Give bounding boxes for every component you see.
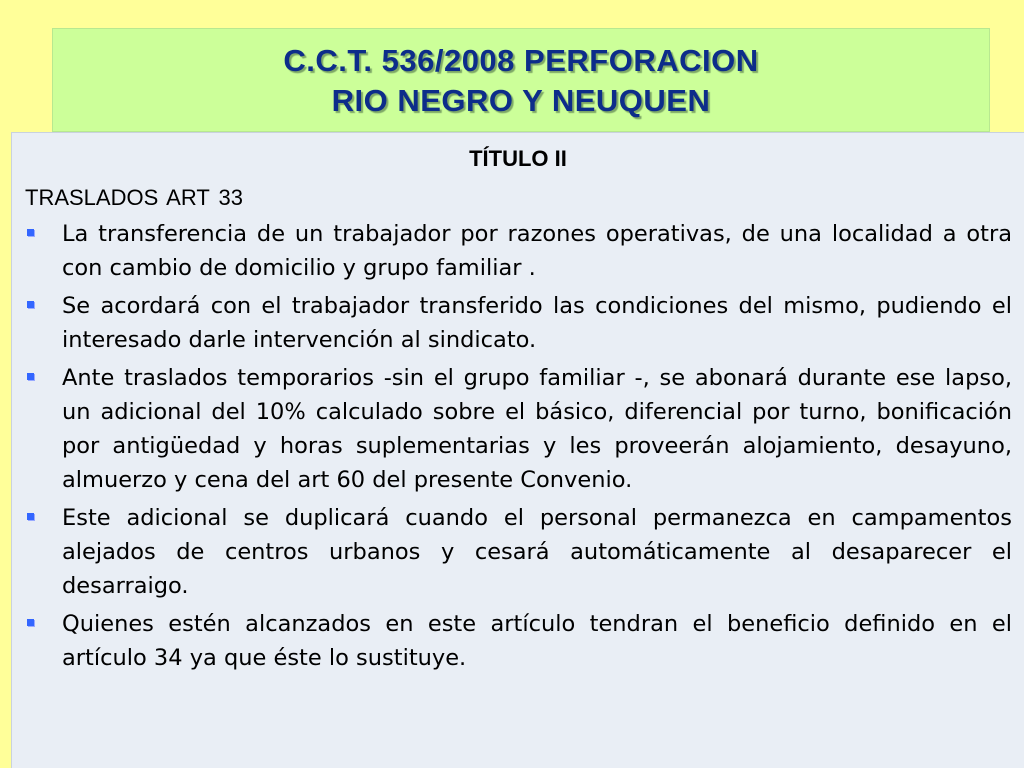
article-item-list: [12, 217, 1024, 675]
square-bullet-icon: [27, 373, 34, 380]
square-bullet-icon: [27, 301, 34, 308]
section-title: TÍTULO II: [469, 146, 567, 171]
article-heading: TRASLADOS ART 33: [25, 185, 243, 210]
list-item: [12, 361, 1024, 497]
list-item-text: Quienes estén alcanzados en este artículo tendran el beneficio definido en el artículo 34 ya que éste lo sustituye.: [62, 611, 1012, 671]
list-item: [12, 217, 1024, 285]
square-bullet-icon: [27, 513, 34, 520]
list-item-text: Este adicional se duplicará cuando el personal permanezca en campamentos alejados de centros urbanos y cesará automáticamente al desaparecer el desarraigo.: [62, 505, 1012, 599]
title-banner: [52, 28, 990, 132]
slide-title-line-1: C.C.T. 536/2008 PERFORACION: [283, 43, 759, 78]
list-item-text: Ante traslados temporarios -sin el grupo familiar -, se abonará durante ese lapso, un adicional del 10% calculado sobre el básico, diferencial por turno, bonificación por antigüedad y horas suplementarias y les proveerán alojamiento, desayuno, almuerzo y cena del art 60 del presente Convenio.: [62, 365, 1012, 493]
list-item-text: Se acordará con el trabajador transferido las condiciones del mismo, pudiendo el interesado darle intervención al sindicato.: [62, 293, 1012, 353]
content-panel: [11, 132, 1024, 768]
square-bullet-icon: [27, 619, 34, 626]
list-item: [12, 607, 1024, 675]
list-item-text: La transferencia de un trabajador por razones operativas, de una localidad a otra con cambio de domicilio y grupo familiar .: [62, 221, 1012, 281]
slide-title-line-2: RIO NEGRO Y NEUQUEN: [331, 83, 711, 118]
square-bullet-icon: [27, 229, 34, 236]
list-item: [12, 289, 1024, 357]
list-item: [12, 501, 1024, 603]
